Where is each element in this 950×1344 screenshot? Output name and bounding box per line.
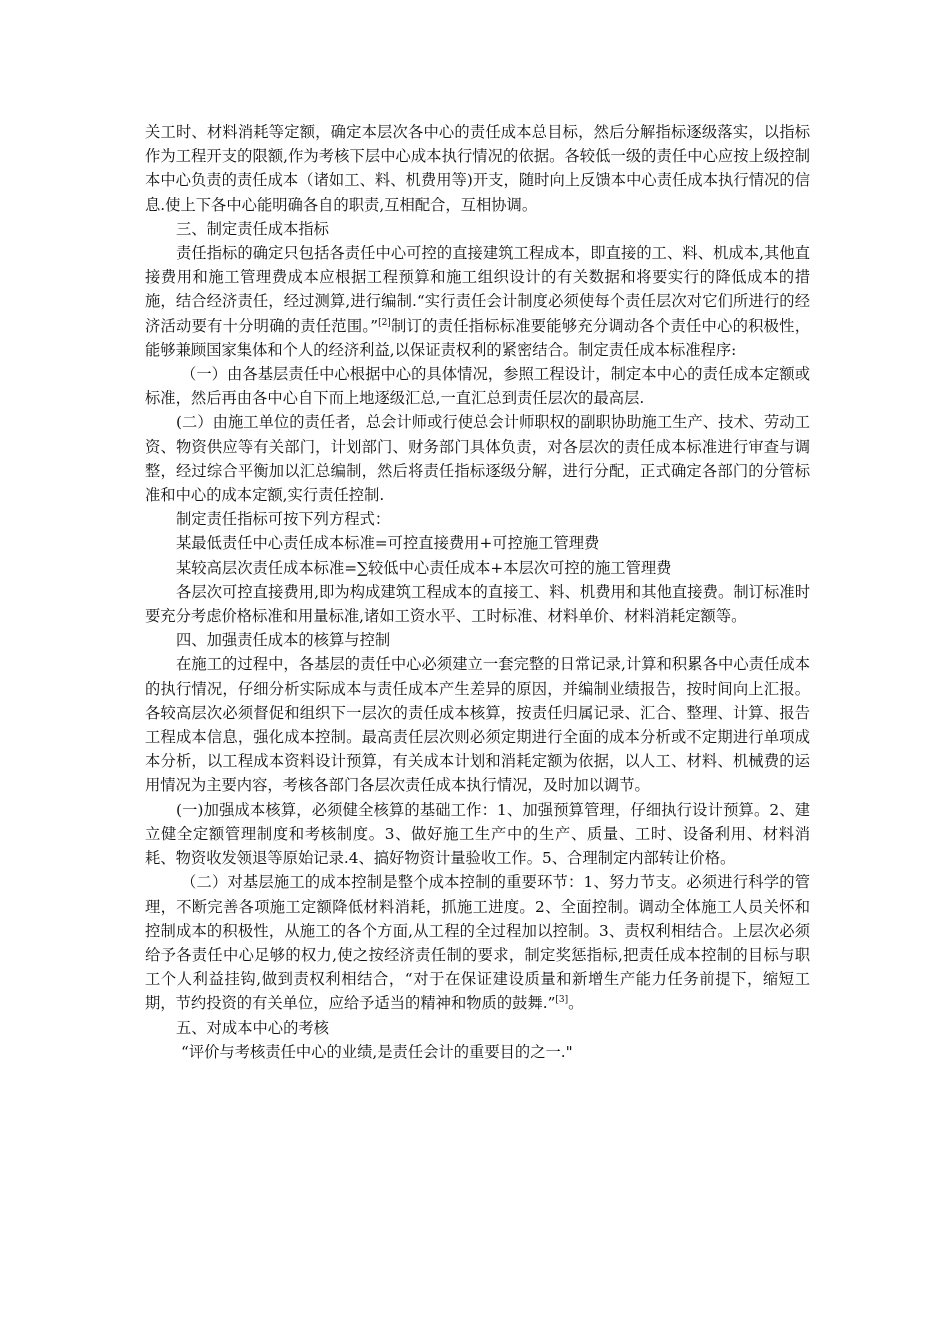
paragraph-text: （二）对基层施工的成本控制是整个成本控制的重要环节：1、努力节支。必须进行科学的管理，不断完善各项施工定额降低材料消耗，抓施工进度。2、全面控制。调动全体施工人员关怀和控制成本的积极性，从施工的各个方面,从工程的全过程加以控制。3、责权利相结合。上层次必须给予各责任中心足够的权力,使之按经济责任制的要求，制定奖惩指标,把责任成本控制的目标与职工个人利益挂钩,做到责权利相结合，“对于在保证建设质量和新增生产能力任务前提下，缩短工期，节约投资的有关单位，应给予适当的精神和物质的鼓舞.”: [145, 873, 810, 1013]
section-heading-4: 四、加强责任成本的核算与控制: [176, 631, 391, 650]
paragraph-text: 制订的责任指标标准要能够充分调动各个责任中心的积极性，能够兼顾国家集体和个人的经济利益,以保证责权利的紧密结合。制定责任成本标准程序:: [145, 316, 810, 359]
paragraph-intro: 关工时、材料消耗等定额，确定本层次各中心的责任成本总目标，然后分解指标逐级落实，以指标作为工程开支的限额,作为考核下层中心成本执行情况的依据。各较低一级的责任中心应按上级控制本中心负责的责任成本（诸如工、料、机费用等)开支，随时向上反馈本中心责任成本执行情况的信息.使上下各中心能明确各自的职责,互相配合，互相协调。: [145, 123, 810, 214]
paragraph-accounting-control: 在施工的过程中，各基层的责任中心必须建立一套完整的日常记录,计算和积累各中心责任成本的执行情况，仔细分析实际成本与责任成本产生差异的原因，并编制业绩报告，按时间向上汇报。各较高层次必须督促和组织下一层次的责任成本核算，按责任归属记录、汇合、整理、计算、报告工程成本信息，强化成本控制。最高责任层次则必须定期进行全面的成本分析或不定期进行单项成本分析，以工程成本资料设计预算，有关成本计划和消耗定额为依据，以人工、材料、机械费的运用情况为主要内容，考核各部门各层次责任成本执行情况，及时加以调节。: [145, 655, 810, 795]
formula-lowest-center: 某最低责任中心责任成本标准=可控直接费用+可控施工管理费: [176, 534, 600, 553]
citation-marker: [2]: [378, 317, 391, 328]
paragraph-grassroots-control: [145, 870, 810, 1015]
section-heading-3: 三、制定责任成本指标: [176, 219, 329, 238]
paragraph-responsibility-indicators: [145, 241, 810, 362]
formula-higher-level: 某较高层次责任成本标准=∑较低中心责任成本+本层次可控的施工管理费: [176, 558, 672, 577]
paragraph-evaluation-quote: “评价与考核责任中心的业绩,是责任会计的重要目的之一.": [181, 1042, 573, 1061]
paragraph-procedure-2: (二）由施工单位的责任者，总会计师或行使总会计师职权的副职协助施工生产、技术、劳动工资、物资供应等有关部门，计划部门、财务部门具体负责，对各层次的责任成本标准进行审查与调整，经过综合平衡加以汇总编制，然后将责任指标逐级分解，进行分配，正式确定各部门的分管标准和中心的成本定额,实行责任控制.: [145, 413, 810, 505]
paragraph-formula-intro: 制定责任指标可按下列方程式：: [176, 510, 391, 529]
paragraph-text: 责任指标的确定只包括各责任中心可控的直接建筑工程成本，即直接的工、料、机成本,其他直接费用和施工管理费成本应根据工程预算和施工组织设计的有关数据和将要实行的降低成本的措施，结合经济责任，经过测算,进行编制.“实行责任会计制度必须使每个责任层次对它们所进行的经济活动要有十分明确的责任范围。”: [145, 244, 810, 335]
document-page: [145, 120, 810, 1064]
citation-marker: [3]: [555, 995, 569, 1006]
paragraph-text: 。: [568, 994, 584, 1013]
paragraph-direct-costs: 各层次可控直接费用,即为构成建筑工程成本的直接工、料、机费用和其他直接费。制订标准时要充分考虑价格标准和用量标准,诸如工资水平、工时标准、材料单价、材料消耗定额等。: [145, 582, 810, 626]
paragraph-cost-accounting: (一)加强成本核算，必须健全核算的基础工作：1、加强预算管理，仔细执行设计预算。2、建立健全定额管理制度和考核制度。3、做好施工生产中的生产、质量、工时、设备利用、材料消耗、物资收发领退等原始记录.4、搞好物资计量验收工作。5、合理制定内部转让价格。: [145, 800, 810, 868]
section-heading-5: 五、对成本中心的考核: [176, 1018, 329, 1037]
paragraph-procedure-1: （一）由各基层责任中心根据中心的具体情况，参照工程设计，制定本中心的责任成本定额或标准，然后再由各中心自下而上地逐级汇总,一直汇总到责任层次的最高层.: [145, 365, 810, 408]
